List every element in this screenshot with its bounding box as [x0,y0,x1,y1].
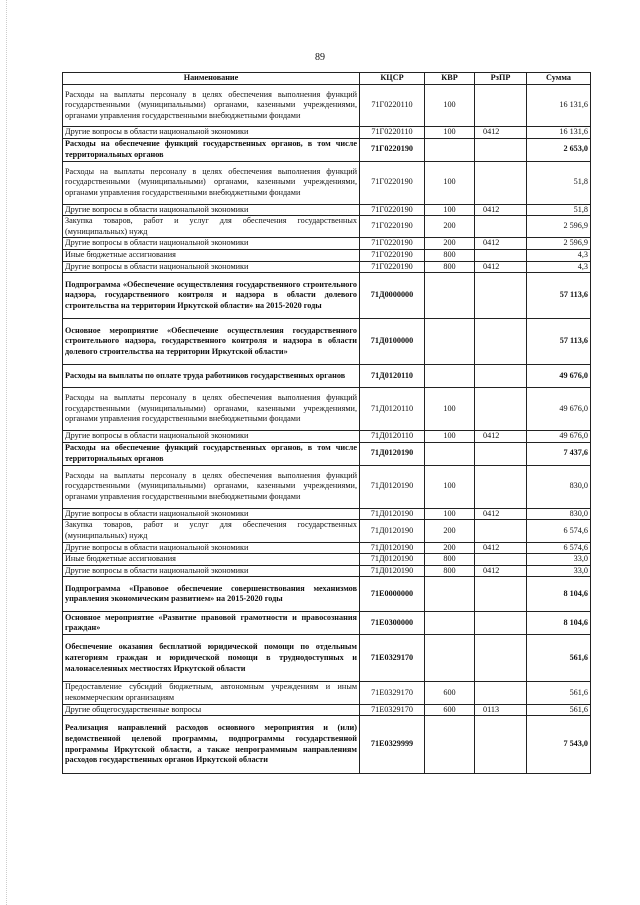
cell-rzpr: 0412 [475,431,527,443]
cell-kcsr: 71Г0220110 [360,127,425,139]
cell-name: Расходы на выплаты персоналу в целях обеспечения выполнения функций государственными (муниципальными) органами, казенными учреждениями, органами управления государственными внебюджетными фондами [63,388,360,431]
cell-name: Подпрограмма «Обеспечение осуществления государственного строительного надзора, государственного контроля и надзора в области долевого строительства на территории Иркутской области» на 2015-2020 годы [63,273,360,319]
cell-name: Подпрограмма «Правовое обеспечение совершенствования механизмов управления экономическим развитием» на 2015-2020 годы [63,577,360,612]
cell-rzpr [475,388,527,431]
cell-name: Иные бюджетные ассигнования [63,554,360,566]
table-row [63,161,591,204]
cell-kvr: 100 [425,127,475,139]
cell-name: Закупка товаров, работ и услуг для обеспечения государственных (муниципальных) нужд [63,520,360,542]
table-row [63,249,591,261]
cell-sum: 6 574,6 [527,520,591,542]
cell-kvr: 200 [425,238,475,250]
table-row [63,716,591,774]
cell-kcsr: 71Д0120190 [360,465,425,508]
cell-kvr: 600 [425,704,475,716]
cell-kvr [425,138,475,161]
cell-kvr [425,612,475,635]
cell-sum: 16 131,6 [527,85,591,127]
table-row [63,138,591,161]
cell-kcsr: 71Г0220190 [360,261,425,273]
cell-name: Другие вопросы в области национальной экономики [63,431,360,443]
cell-sum: 7 437,6 [527,442,591,465]
cell-sum: 57 113,6 [527,273,591,319]
cell-name: Расходы на выплаты персоналу в целях обеспечения выполнения функций государственными (муниципальными) органами, казенными учреждениями, органами управления государственными внебюджетными фондами [63,85,360,127]
cell-rzpr: 0113 [475,704,527,716]
cell-kcsr: 71Д0120190 [360,554,425,566]
cell-kvr: 100 [425,465,475,508]
table-row [63,431,591,443]
cell-kcsr: 71Д0120110 [360,365,425,388]
cell-rzpr [475,442,527,465]
cell-kvr [425,635,475,682]
cell-name: Основное мероприятие «Развитие правовой грамотности и правосознания граждан» [63,612,360,635]
table-row [63,542,591,554]
cell-kvr: 100 [425,85,475,127]
table-row [63,273,591,319]
cell-sum: 8 104,6 [527,577,591,612]
cell-kcsr: 71Д0120190 [360,542,425,554]
cell-kvr [425,319,475,365]
cell-kvr: 100 [425,508,475,520]
cell-rzpr: 0412 [475,508,527,520]
cell-rzpr [475,138,527,161]
header-sum: Сумма [527,73,591,85]
cell-sum: 4,3 [527,249,591,261]
cell-rzpr [475,716,527,774]
cell-name: Основное мероприятие «Обеспечение осуществления государственного строительного надзора, государственного контроля и надзора в области долевого строительства на территории Иркутской области» [63,319,360,365]
cell-name: Обеспечение оказания бесплатной юридической помощи по отдельным категориям граждан и юридической помощи в труднодоступных и малонаселенных местностях Иркутской области [63,635,360,682]
cell-name: Другие вопросы в области национальной экономики [63,508,360,520]
cell-kcsr: 71Д0120110 [360,431,425,443]
cell-kvr: 100 [425,431,475,443]
cell-kcsr: 71Г0220190 [360,249,425,261]
cell-rzpr: 0412 [475,261,527,273]
cell-sum: 4,3 [527,261,591,273]
cell-kvr: 800 [425,565,475,577]
cell-sum: 33,0 [527,554,591,566]
cell-kcsr: 71Е0329170 [360,635,425,682]
cell-rzpr [475,85,527,127]
cell-rzpr [475,249,527,261]
cell-sum: 7 543,0 [527,716,591,774]
table-row [63,204,591,216]
cell-kcsr: 71Г0220190 [360,216,425,238]
cell-name: Другие вопросы в области национальной экономики [63,261,360,273]
table-row [63,216,591,238]
cell-sum: 33,0 [527,565,591,577]
cell-kcsr: 71Г0220190 [360,138,425,161]
cell-name: Расходы на выплаты по оплате труда работников государственных органов [63,365,360,388]
cell-kcsr: 71Е0329170 [360,704,425,716]
cell-sum: 57 113,6 [527,319,591,365]
cell-kcsr: 71Г0220110 [360,85,425,127]
cell-kvr: 200 [425,542,475,554]
cell-rzpr [475,554,527,566]
cell-kcsr: 71Е0329170 [360,682,425,704]
cell-name: Другие вопросы в области национальной экономики [63,542,360,554]
cell-rzpr [475,319,527,365]
budget-table [62,72,591,774]
cell-sum: 830,0 [527,465,591,508]
cell-sum: 830,0 [527,508,591,520]
cell-sum: 8 104,6 [527,612,591,635]
cell-name: Реализация направлений расходов основного мероприятия и (или) ведомственной целевой программы, подпрограммы государственной программы Иркутской области, а также непрограммным направлениям расходов государственных органов Иркутской области [63,716,360,774]
table-row [63,565,591,577]
cell-name: Расходы на выплаты персоналу в целях обеспечения выполнения функций государственными (муниципальными) органами, казенными учреждениями, органами управления государственными внебюджетными фондами [63,465,360,508]
cell-rzpr [475,577,527,612]
table-row [63,442,591,465]
cell-kcsr: 71Д0120110 [360,388,425,431]
cell-kcsr: 71Г0220190 [360,161,425,204]
cell-kvr: 200 [425,520,475,542]
cell-kvr [425,577,475,612]
cell-kvr: 800 [425,261,475,273]
table-row [63,365,591,388]
cell-rzpr [475,365,527,388]
page-number: 89 [315,52,325,63]
cell-kvr [425,716,475,774]
cell-rzpr [475,465,527,508]
table-row [63,85,591,127]
cell-sum: 49 676,0 [527,431,591,443]
table-row [63,508,591,520]
cell-name: Расходы на обеспечение функций государственных органов, в том числе территориальных органов [63,138,360,161]
header-rzpr: РзПР [475,73,527,85]
cell-kcsr: 71Д0100000 [360,319,425,365]
cell-rzpr [475,520,527,542]
cell-kcsr: 71Д0000000 [360,273,425,319]
cell-name: Другие вопросы в области национальной экономики [63,127,360,139]
table-row [63,465,591,508]
cell-name: Предоставление субсидий бюджетным, автономным учреждениям и иным некоммерческим организациям [63,682,360,704]
cell-rzpr [475,216,527,238]
cell-name: Иные бюджетные ассигнования [63,249,360,261]
cell-name: Расходы на выплаты персоналу в целях обеспечения выполнения функций государственными (муниципальными) органами, казенными учреждениями, органами управления государственными внебюджетными фондами [63,161,360,204]
cell-rzpr [475,682,527,704]
table-row [63,520,591,542]
table-row [63,635,591,682]
cell-rzpr [475,161,527,204]
cell-kcsr: 71Д0120190 [360,520,425,542]
cell-rzpr [475,635,527,682]
cell-rzpr [475,612,527,635]
cell-rzpr: 0412 [475,204,527,216]
cell-kcsr: 71Г0220190 [360,238,425,250]
cell-kcsr: 71Д0120190 [360,442,425,465]
cell-kvr: 800 [425,554,475,566]
header-kcsr: КЦСР [360,73,425,85]
cell-kvr: 100 [425,388,475,431]
cell-rzpr [475,273,527,319]
cell-rzpr: 0412 [475,127,527,139]
cell-sum: 16 131,6 [527,127,591,139]
table-row [63,261,591,273]
table-row [63,704,591,716]
table-row [63,238,591,250]
cell-kvr: 600 [425,682,475,704]
cell-kcsr: 71Г0220190 [360,204,425,216]
cell-name: Закупка товаров, работ и услуг для обеспечения государственных (муниципальных) нужд [63,216,360,238]
page-edge [0,0,7,905]
cell-name: Другие общегосударственные вопросы [63,704,360,716]
cell-sum: 561,6 [527,682,591,704]
cell-kvr [425,442,475,465]
cell-sum: 2 596,9 [527,216,591,238]
cell-sum: 2 596,9 [527,238,591,250]
cell-kvr: 100 [425,161,475,204]
cell-sum: 49 676,0 [527,388,591,431]
cell-rzpr: 0412 [475,238,527,250]
cell-kvr: 800 [425,249,475,261]
table-row [63,319,591,365]
table-row [63,612,591,635]
cell-kcsr: 71Е0329999 [360,716,425,774]
cell-sum: 2 653,0 [527,138,591,161]
header-kvr: КВР [425,73,475,85]
cell-kcsr: 71Е0300000 [360,612,425,635]
cell-sum: 561,6 [527,635,591,682]
cell-sum: 49 676,0 [527,365,591,388]
cell-sum: 51,8 [527,204,591,216]
cell-name: Другие вопросы в области национальной экономики [63,565,360,577]
cell-kvr [425,365,475,388]
table-row [63,577,591,612]
cell-rzpr: 0412 [475,565,527,577]
table-row [63,554,591,566]
table-row [63,388,591,431]
table-header-row [63,73,591,85]
cell-rzpr: 0412 [475,542,527,554]
cell-kcsr: 71Д0120190 [360,565,425,577]
table-row [63,682,591,704]
cell-kcsr: 71Е0000000 [360,577,425,612]
cell-sum: 561,6 [527,704,591,716]
cell-kvr [425,273,475,319]
cell-kvr: 100 [425,204,475,216]
table-row [63,127,591,139]
cell-name: Другие вопросы в области национальной экономики [63,204,360,216]
cell-sum: 6 574,6 [527,542,591,554]
cell-name: Расходы на обеспечение функций государственных органов, в том числе территориальных органов [63,442,360,465]
cell-kcsr: 71Д0120190 [360,508,425,520]
cell-name: Другие вопросы в области национальной экономики [63,238,360,250]
header-name: Наименование [63,73,360,85]
cell-sum: 51,8 [527,161,591,204]
cell-kvr: 200 [425,216,475,238]
